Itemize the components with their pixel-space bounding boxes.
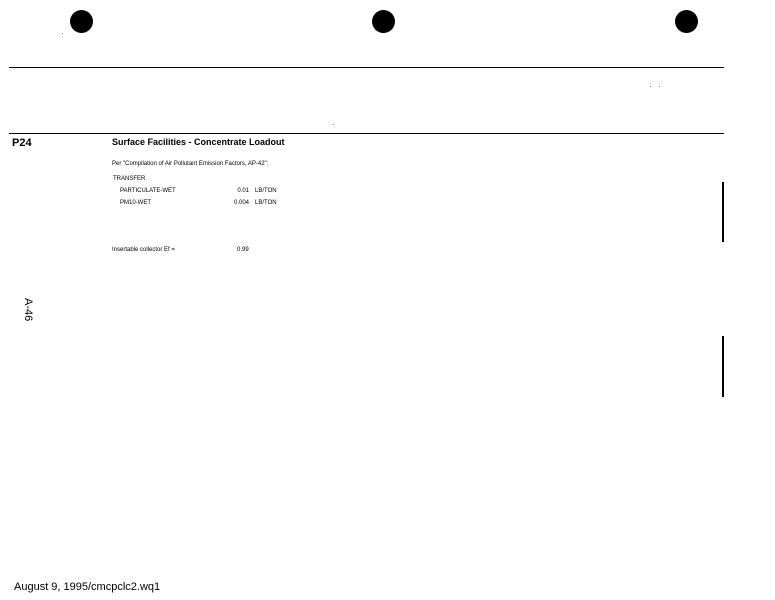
factor-unit: LB/TON [255, 188, 277, 194]
factor-value: 0.01 [237, 188, 249, 194]
section-heading: TRANSFER [113, 176, 146, 182]
binder-hole-right [675, 10, 698, 33]
header-rule [9, 133, 724, 134]
edge-mark-lower [722, 336, 724, 397]
collector-value: 0.99 [237, 247, 249, 253]
page-id: P24 [12, 137, 32, 149]
collector-label: Insertable collector Ef = [112, 247, 175, 253]
binder-hole-center [372, 10, 395, 33]
factor-label: PM10-WET [120, 200, 152, 206]
reference-line: Per "Compilation of Air Pollutant Emission Factors, AP-42": [112, 161, 269, 167]
footer-date-file: August 9, 1995/cmcpclc2.wq1 [14, 581, 161, 593]
side-page-number: A-46 [22, 298, 34, 322]
factor-unit: LB/TON [255, 200, 277, 206]
top-rule [9, 67, 724, 68]
factor-value: 0.004 [233, 200, 249, 206]
scan-speck [62, 33, 63, 34]
scan-speck [333, 124, 334, 125]
factor-label: PARTICULATE-WET [120, 188, 176, 194]
binder-hole-left [70, 10, 93, 33]
page-title: Surface Facilities - Concentrate Loadout [112, 137, 285, 147]
scan-speck [650, 86, 651, 87]
scan-speck [659, 86, 660, 87]
edge-mark-upper [722, 182, 724, 242]
